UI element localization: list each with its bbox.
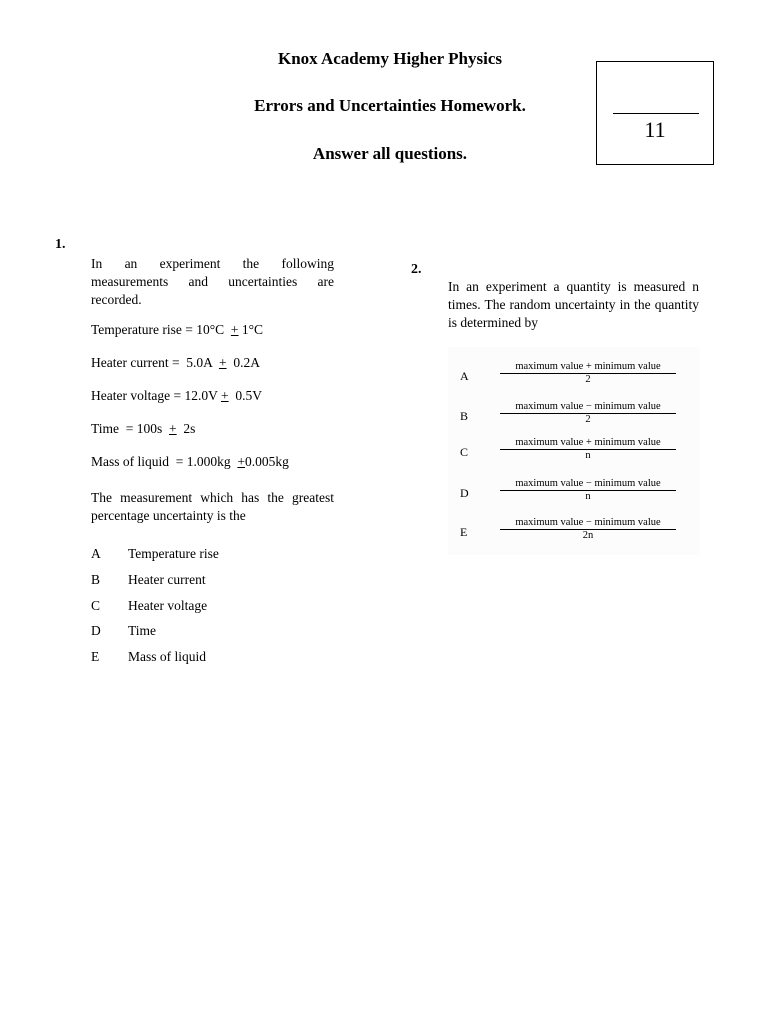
instruction: Answer all questions.	[312, 144, 468, 163]
plus-minus-sign: +	[218, 355, 227, 370]
question-1-option-c: C Heater voltage	[91, 598, 208, 613]
plus-minus-sign: +	[220, 388, 229, 403]
measurement-current: Heater current = 5.0A + 0.2A	[91, 355, 260, 370]
fraction: maximum value − minimum value 2n	[500, 517, 676, 542]
question-2-option-c: C maximum value + minimum value n	[448, 437, 700, 467]
score-box	[596, 61, 714, 165]
fraction: maximum value + minimum value n	[500, 437, 676, 462]
question-1-option-d: D Time	[91, 623, 157, 638]
question-2-option-a: A maximum value + minimum value 2	[448, 361, 700, 391]
plus-minus-sign: +	[237, 454, 245, 469]
fraction: maximum value + minimum value 2	[500, 361, 676, 386]
fraction: maximum value − minimum value 2	[500, 401, 676, 426]
score-blank-line	[613, 113, 699, 114]
question-2-option-e: E maximum value − minimum value 2n	[448, 517, 700, 547]
question-1-intro: In an experiment the following measurements and uncertainties are recorded.	[91, 256, 334, 307]
question-1-stem: The measurement which has the greatest percentage uncertainty is the	[91, 490, 334, 523]
question-2-number: 2.	[411, 262, 422, 277]
question-2-text: In an experiment a quantity is measured n times. The random uncertainty in the quantity is determined by	[448, 279, 699, 330]
measurement-mass: Mass of liquid = 1.000kg +0.005kg	[91, 454, 289, 469]
question-1-option-b: B Heater current	[91, 572, 206, 587]
measurement-time: Time = 100s + 2s	[91, 421, 196, 436]
plus-minus-sign: +	[169, 421, 177, 436]
score-total: 11	[644, 117, 666, 142]
question-1-option-a: A Temperature rise	[91, 546, 219, 561]
question-2-option-d: D maximum value − minimum value n	[448, 478, 700, 508]
formula-options-panel	[448, 347, 700, 555]
measurement-voltage: Heater voltage = 12.0V + 0.5V	[91, 388, 262, 403]
question-1-number: 1.	[55, 237, 66, 252]
fraction: maximum value − minimum value n	[500, 478, 676, 503]
question-2-option-b: B maximum value − minimum value 2	[448, 401, 700, 431]
document-title: Knox Academy Higher Physics	[278, 49, 502, 68]
plus-minus-sign: +	[230, 322, 239, 337]
measurement-temperature: Temperature rise = 10°C + 1°C	[91, 322, 264, 337]
question-1-option-e: E Mass of liquid	[91, 649, 207, 664]
document-subtitle: Errors and Uncertainties Homework.	[254, 96, 526, 115]
